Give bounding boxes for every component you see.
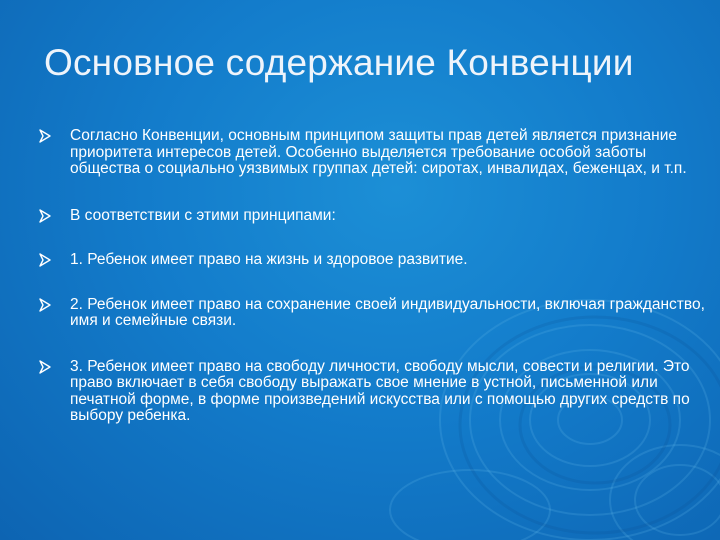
list-item bbox=[38, 297, 708, 330]
list-item bbox=[38, 359, 708, 425]
bullet-list bbox=[38, 128, 708, 425]
bullet-text: Согласно Конвенции, основным принципом защиты прав детей является признание приоритета интересов детей. Особенно выделяется требование особой заботы общества о социально уязвимых группах детей: сиротах, инвалидах, беженцах, и т.п. bbox=[70, 127, 687, 177]
bullet-text: 1. Ребенок имеет право на жизнь и здоровое развитие. bbox=[70, 251, 468, 268]
list-item bbox=[38, 208, 708, 225]
bullet-text: 2. Ребенок имеет право на сохранение своей индивидуальности, включая гражданство, имя и семейные связи. bbox=[70, 295, 705, 329]
list-item bbox=[38, 252, 708, 269]
slide-title: Основное содержание Конвенции bbox=[44, 42, 634, 83]
arrowhead-bullet-icon bbox=[38, 253, 52, 267]
arrowhead-bullet-icon bbox=[38, 209, 52, 223]
arrowhead-bullet-icon bbox=[38, 360, 52, 374]
list-item bbox=[38, 128, 708, 178]
bullet-text: 3. Ребенок имеет право на свободу личности, свободу мысли, совести и религии. Это право включает в себя свободу выражать свое мнение в устной, письменной или печатной форме, в форме произведений искусства или с помощью других средств по выбору ребенка. bbox=[70, 357, 690, 424]
arrowhead-bullet-icon bbox=[38, 298, 52, 312]
bullet-text: В соответствии с этими принципами: bbox=[70, 206, 336, 224]
arrowhead-bullet-icon bbox=[38, 129, 52, 143]
